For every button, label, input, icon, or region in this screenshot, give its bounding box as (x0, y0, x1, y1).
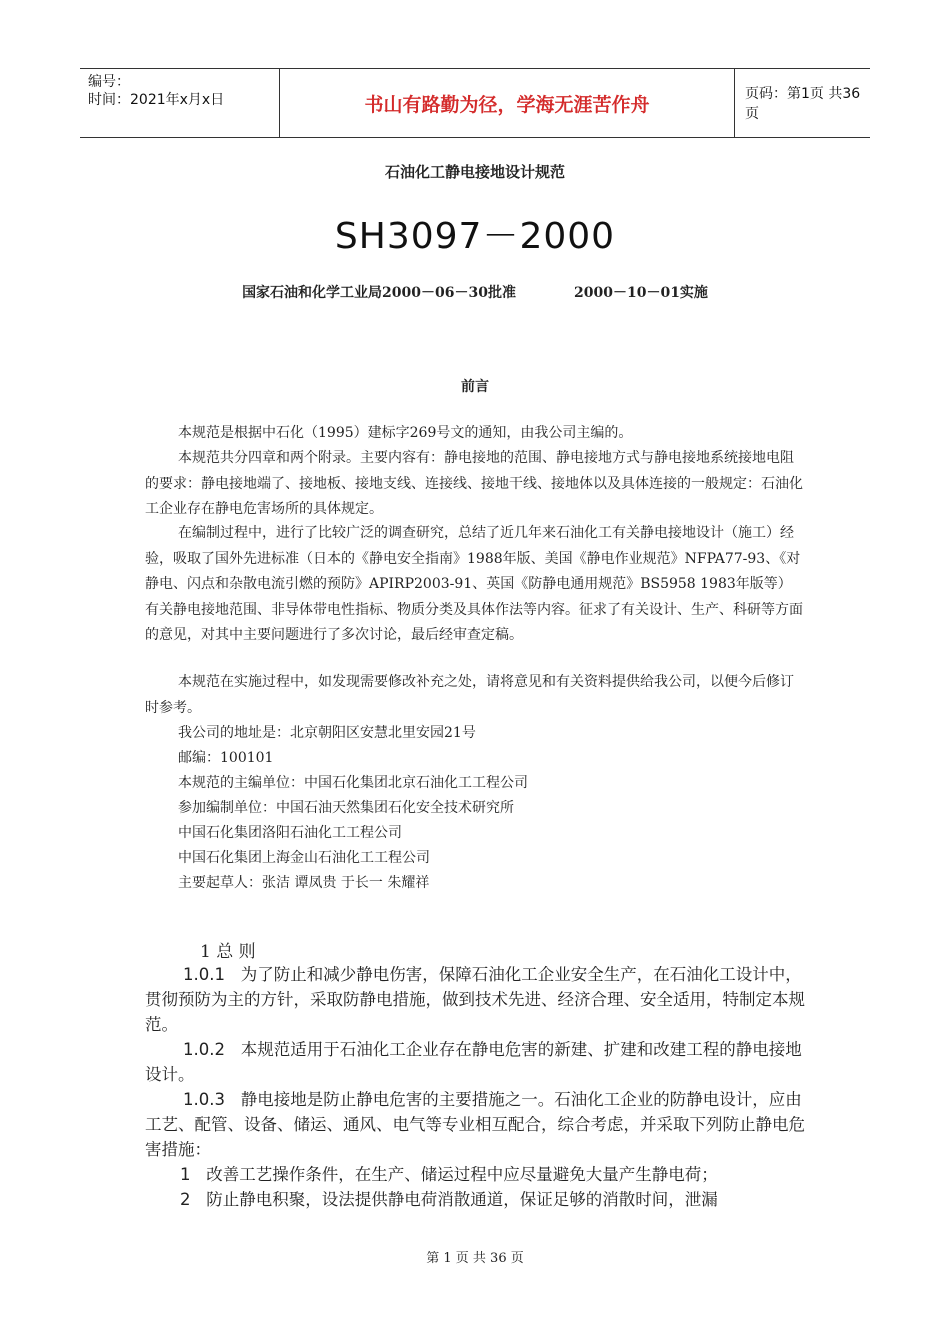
approval-text: 国家石油和化学工业局2000－06－30批准 (242, 285, 516, 301)
standard-code: SH3097－2000 (334, 216, 616, 257)
number-label: 编号： (88, 74, 130, 90)
chief-editor-unit: 本规范的主编单位：中国石化集团北京石油化工工程公司 (178, 775, 528, 791)
list-item (180, 1162, 820, 1187)
company-address: 我公司的地址是：北京朝阳区安慧北里安园21号 (178, 725, 476, 741)
clause-number: 1.0.1 (183, 965, 225, 984)
clause-number: 1.0.3 (183, 1090, 225, 1109)
participant-unit: 参加编制单位：中国石油天然集团石化安全技术研究所 (178, 800, 514, 816)
header-meta (80, 69, 280, 137)
clause-text: 本规范适用于石油化工企业存在静电危害的新建、扩建和改建工程的静电接地设计。 (145, 1040, 802, 1084)
page-footer: 第 1 页 共 36 页 (426, 1251, 524, 1266)
preface-paragraph: 本规范共分四章和两个附录。主要内容有：静电接地的范围、静电接地方式与静电接地系统接地电阻的要求：静电接地端了、接地板、接地支线、连接线、接地干线、接地体以及具体连接的一般规定：石油化工企业存在静电危害场所的具体规定。 (145, 450, 803, 517)
preface-paragraph: 本规范是根据中石化（1995）建标字269号文的通知，由我公司主编的。 (178, 425, 633, 441)
participant-unit: 中国石化集团洛阳石油化工工程公司 (178, 825, 402, 841)
document-title: 石油化工静电接地设计规范 (384, 163, 565, 181)
main-drafters: 主要起草人：张洁 谭凤贵 于长一 朱耀祥 (178, 875, 430, 891)
item-text: 防止静电积聚，设法提供静电荷消散通道，保证足够的消散时间，泄漏 (206, 1190, 718, 1209)
clause-1-0-1 (145, 962, 815, 1037)
participant-unit: 中国石化集团上海金山石油化工工程公司 (178, 850, 430, 866)
item-number: 2 (180, 1190, 191, 1209)
item-text: 改善工艺操作条件，在生产、储运过程中应尽量避免大量产生静电荷； (206, 1165, 718, 1184)
header-motto: 书山有路勤为径，学海无涯苦作舟 (280, 69, 735, 137)
approval-line (0, 282, 950, 302)
header-page-info: 页码：第1页 共36页 (745, 86, 861, 122)
clause-number: 1.0.2 (183, 1040, 225, 1059)
clause-1-0-2 (145, 1037, 815, 1087)
item-number: 1 (180, 1165, 191, 1184)
clause-text: 静电接地是防止静电危害的主要措施之一。石油化工企业的防静电设计，应由工艺、配管、设备、储运、通风、电气等专业相互配合，综合考虑，并采取下列防止静电危害措施： (145, 1090, 805, 1159)
chapter-heading: 1 总 则 (200, 942, 256, 962)
page-header (80, 68, 870, 138)
clause-1-0-3 (145, 1087, 815, 1162)
time-label: 时间：2021年x月x日 (88, 92, 225, 108)
list-item (180, 1187, 820, 1212)
preface-paragraph: 本规范在实施过程中，如发现需要修改补充之处，请将意见和有关资料提供给我公司，以便今后修订时参考。 (145, 674, 794, 716)
preface-paragraph: 在编制过程中，进行了比较广泛的调查研究，总结了近几年来石油化工有关静电接地设计（施工）经验，吸取了国外先进标准（日本的《静电安全指南》1988年版、美国《静电作业规范》NFPA77-93、《对静电、闪点和杂散电流引燃的预防》APIRP2003-91、英国《防静电通用规范》BS5958 1983年版等）有关静电接地范围、非导体带电性指标、物质分类及具体作法等内容。征求了有关设计、生产、科研等方面的意见，对其中主要问题进行了多次讨论，最后经审查定稿。 (145, 525, 803, 643)
effective-text: 2000－10－01实施 (574, 285, 708, 301)
clause-text: 为了防止和减少静电伤害，保障石油化工企业安全生产，在石油化工设计中，贯彻预防为主的方针，采取防静电措施，做到技术先进、经济合理、安全适用，特制定本规范。 (145, 965, 805, 1034)
company-postcode: 邮编：100101 (178, 750, 274, 766)
preface-heading: 前言 (461, 379, 489, 395)
